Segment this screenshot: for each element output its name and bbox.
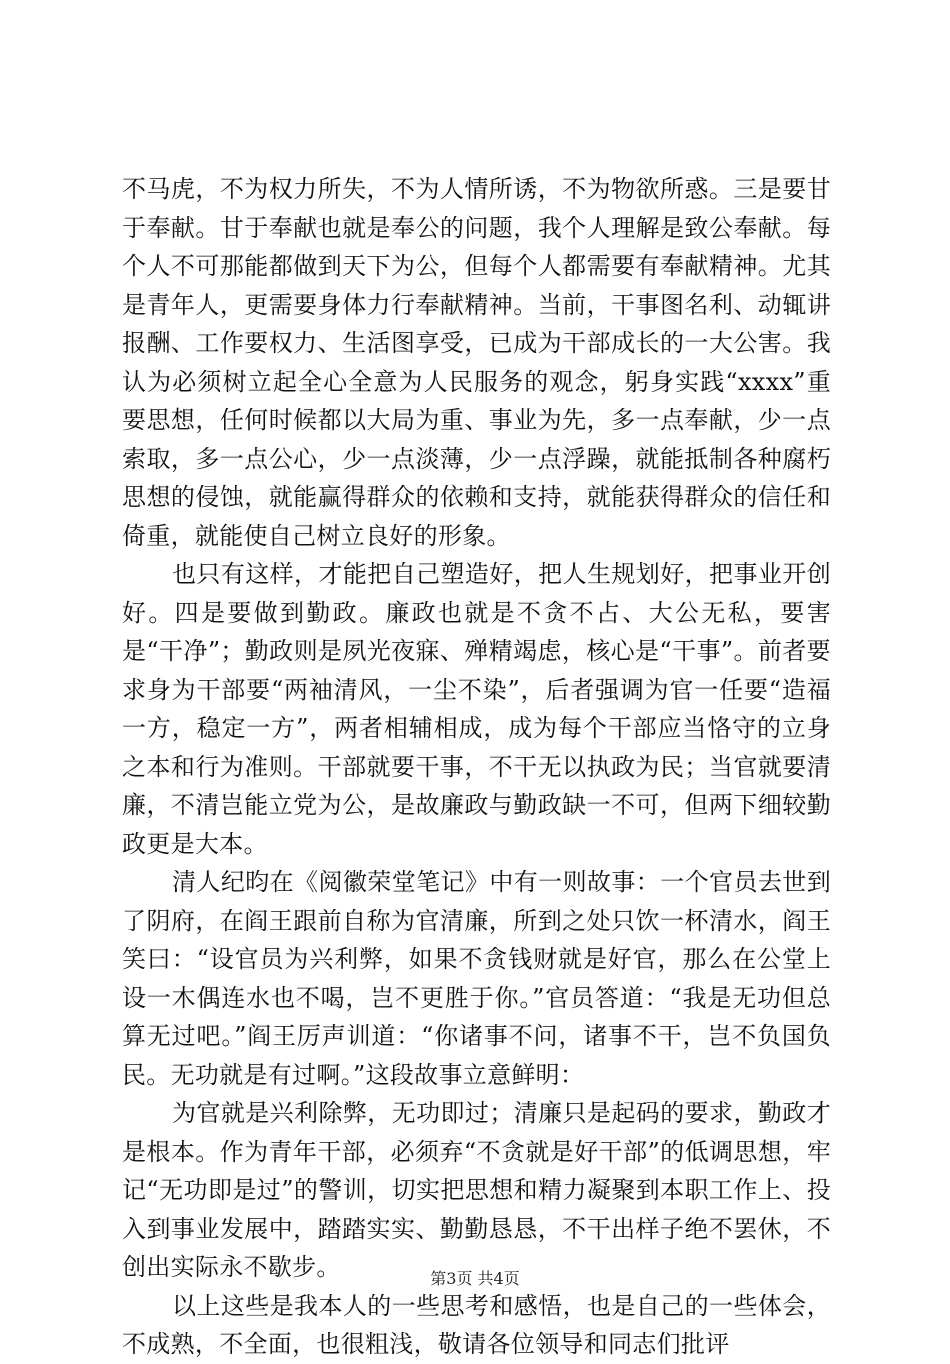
paragraph-1: 不马虎，不为权力所失，不为人情所诱，不为物欲所惑。三是要甘于奉献。甘于奉献也就是奉公的问题，我个人理解是致公奉献。每个人不可那能都做到天下为公，但每个人都需要有奉献精神。尤其是青年人，更需要身体力行奉献精神。当前，干事图名利、动辄讲报酬、工作要权力、生活图享受，已成为干部成长的一大公害。我认为必须树立起全心全意为人民服务的观念，躬身实践“xxxx”重要思想，任何时候都以大局为重、事业为先，多一点奉献，少一点索取，多一点公心，少一点淡薄，少一点浮躁，就能抵制各种腐朽思想的侵蚀，就能赢得群众的依赖和支持，就能获得群众的信任和倚重，就能使自己树立良好的形象。 — [122, 175, 831, 550]
paragraph-2: 也只有这样，才能把自己塑造好，把人生规划好，把事业开创好。四是要做到勤政。廉政也就是不贪不占、大公无私，要害是“干净”；勤政则是夙光夜寐、殚精竭虑，核心是“干事”。前者要求身为干部要“两袖清风，一尘不染”，后者强调为官一任要“造福一方，稳定一方”，两者相辅相成，成为每个干部应当恪守的立身之本和行为准则。干部就要干事，不干无以执政为民；当官就要清廉，不清岂能立党为公，是故廉政与勤政缺一不可，但两下细较勤政更是大本。 — [122, 560, 831, 858]
paragraph-5: 以上这些是我本人的一些思考和感悟，也是自己的一些体会，不成熟，不全面，也很粗浅，敬请各位领导和同志们批评 — [122, 1291, 831, 1358]
body-text — [122, 170, 831, 1364]
paragraph-4: 为官就是兴利除弊，无功即过；清廉只是起码的要求，勤政才是根本。作为青年干部，必须弃“不贪就是好干部”的低调思想，牢记“无功即是过”的警训，切实把思想和精力凝聚到本职工作上、投入到事业发展中，踏踏实实、勤勤恳恳，不干出样子绝不罢休，不创出实际永不歇步。 — [122, 1099, 831, 1281]
paragraph-3: 清人纪昀在《阅徽荣堂笔记》中有一则故事：一个官员去世到了阴府，在阎王跟前自称为官清廉，所到之处只饮一杯清水，阎王笑曰：“设官员为兴利弊，如果不贪钱财就是好官，那么在公堂上设一木偶连水也不喝，岂不更胜于你。”官员答道：“我是无功但总算无过吧。”阎王厉声训道：“你诸事不问，诸事不干，岂不负国负民。无功就是有过啊。”这段故事立意鲜明： — [122, 868, 831, 1089]
page-number-footer: 第3页 共4页 — [430, 1269, 520, 1288]
